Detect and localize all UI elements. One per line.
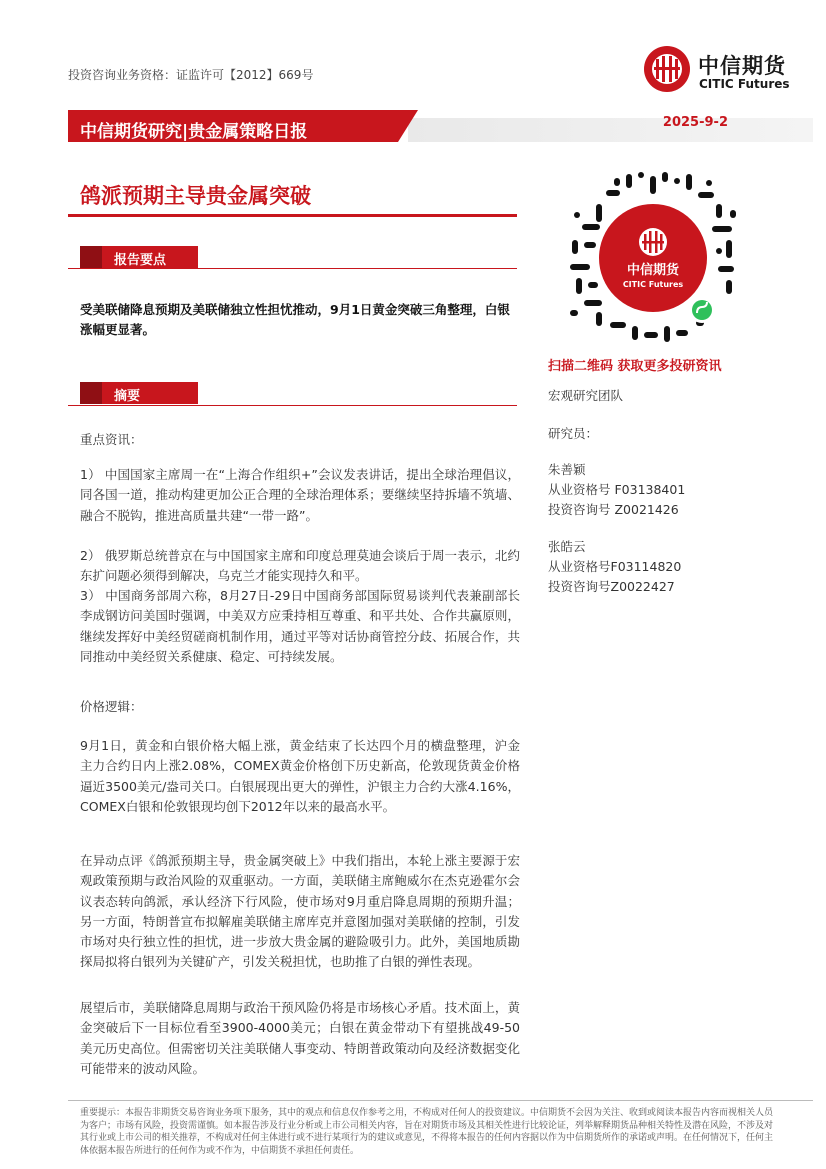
researcher-2-name: 张皓云 (548, 539, 586, 554)
report-title: 中信期货研究|贵金属策略日报 (80, 122, 308, 142)
summary-label: 摘要 (114, 389, 141, 404)
footer-rule (68, 1100, 813, 1101)
citic-logo-icon (642, 44, 692, 94)
researcher-2-license: 从业资格号F03114820 (548, 559, 682, 574)
researcher-1-license: 从业资格号 F03138401 (548, 482, 686, 497)
key-points-rule (68, 268, 517, 269)
qr-caption: 扫描二维码 获取更多投研资讯 (548, 359, 722, 374)
summary-tag (80, 382, 198, 404)
report-date: 2025-9-2 (662, 115, 728, 130)
logic-paragraph-2: 在异动点评《鸽派预期主导，贵金属突破上》中我们指出，本轮上涨主要源于宏观政策预期与政治风险的双重驱动。一方面，美联储主席鲍威尔在杰克逊霍尔会议表态转向鸽派，承认经济下行风险，使市场对9月重启降息周期的预期升温；另一方面，特朗普宣布拟解雇美联储主席库克并意图加强对美联储的控制，引发市场对央行独立性的担忧，进一步放大贵金属的避险吸引力。此外，美国地质勘探局拟将白银列为关键矿产，引发关税担忧，也助推了白银的弹性表现。 (80, 853, 520, 970)
logo-name-cn: 中信期货 (698, 54, 786, 78)
key-points-tag (80, 246, 198, 268)
logic-paragraph-1: 9月1日，黄金和白银价格大幅上涨，黄金结束了长达四个月的横盘整理，沪金主力合约日内上涨2.08%，COMEX黄金价格创下历史新高，伦敦现货黄金价格逼近3500美元/盎司关口。白银展现出更大的弹性，沪银主力合约大涨4.16%，COMEX白银和伦敦银现均创下2012年以来的最高水平。 (80, 738, 520, 814)
banner-grey-bar (408, 118, 813, 142)
summary-rule (68, 405, 517, 406)
qr-center-cn: 中信期货 (626, 263, 680, 278)
researcher-2-advisory: 投资咨询号Z0022427 (548, 579, 675, 594)
company-logo (642, 44, 812, 100)
headline: 鸽派预期主导贵金属突破 (80, 184, 311, 208)
banner-red-bar (68, 110, 398, 142)
license-text: 投资咨询业务资格：证监许可【2012】669号 (68, 68, 314, 82)
news-heading: 重点资讯： (80, 432, 143, 447)
logo-name-en: CITIC Futures (699, 77, 790, 91)
headline-rule (68, 214, 517, 217)
key-points-text: 受美联储降息预期及美联储独立性担忧推动，9月1日黄金突破三角整理，白银涨幅更显著。 (80, 302, 510, 337)
news-item-2: 2） 俄罗斯总统普京在与中国国家主席和印度总理莫迪会谈后于周一表示，北约东扩问题必须得到解决，乌克兰才能实现持久和平。 (80, 548, 520, 584)
researchers-label: 研究员： (548, 426, 599, 441)
logic-heading: 价格逻辑： (80, 699, 143, 714)
key-points-label: 报告要点 (114, 253, 167, 268)
researcher-1-name: 朱善颖 (548, 462, 586, 477)
news-item-1: 1） 中国国家主席周一在“上海合作组织+”会议发表讲话，提出全球治理倡议，同各国一道，推动构建更加公正合理的全球治理体系；要继续坚持拆墙不筑墙、融合不脱钩，推进高质量共建“一带一路”。 (80, 467, 520, 523)
qr-center-en: CITIC Futures (622, 280, 684, 289)
news-item-3: 3） 中国商务部周六称，8月27日-29日中国商务部国际贸易谈判代表兼副部长李成钢访问美国时强调，中美双方应秉持相互尊重、和平共处、合作共赢原则，继续发挥好中美经贸磋商机制作用，通过平等对话协商管控分歧、拓展合作，共同推动中美经贸关系健康、稳定、可持续发展。 (80, 588, 520, 664)
researcher-1-advisory: 投资咨询号 Z0021426 (548, 502, 679, 517)
mini-program-icon (692, 300, 712, 320)
logic-paragraph-3: 展望后市，美联储降息周期与政治干预风险仍将是市场核心矛盾。技术面上，黄金突破后下一目标位看至3900-4000美元；白银在黄金带动下有望挑战49-50美元历史高位。但需密切关注美联储人事变动、特朗普政策动向及经济数据变化可能带来的波动风险。 (80, 1000, 520, 1076)
report-banner (68, 108, 813, 142)
team-name: 宏观研究团队 (548, 388, 624, 403)
qr-code-icon[interactable] (566, 170, 741, 345)
disclaimer: 重要提示：本报告非期货交易咨询业务项下服务，其中的观点和信息仅作参考之用，不构成对任何人的投资建议。中信期货不会因为关注、收到或阅读本报告内容而视相关人员为客户；市场有风险，投资需谨慎。如本报告涉及行业分析或上市公司相关内容，旨在对期货市场及其相关性进行比较论证，列举解释期货品种相关特性及潜在风险，不涉及对其行业或上市公司的相关推荐，不构成对任何主体进行或不进行某项行为的建议或意见，不得将本报告的任何内容据以作为中信期货所作的承诺或声明。在任何情况下，任何主体依据本报告所进行的任何作为或不作为，中信期货不承担任何责任。 (80, 1108, 774, 1156)
